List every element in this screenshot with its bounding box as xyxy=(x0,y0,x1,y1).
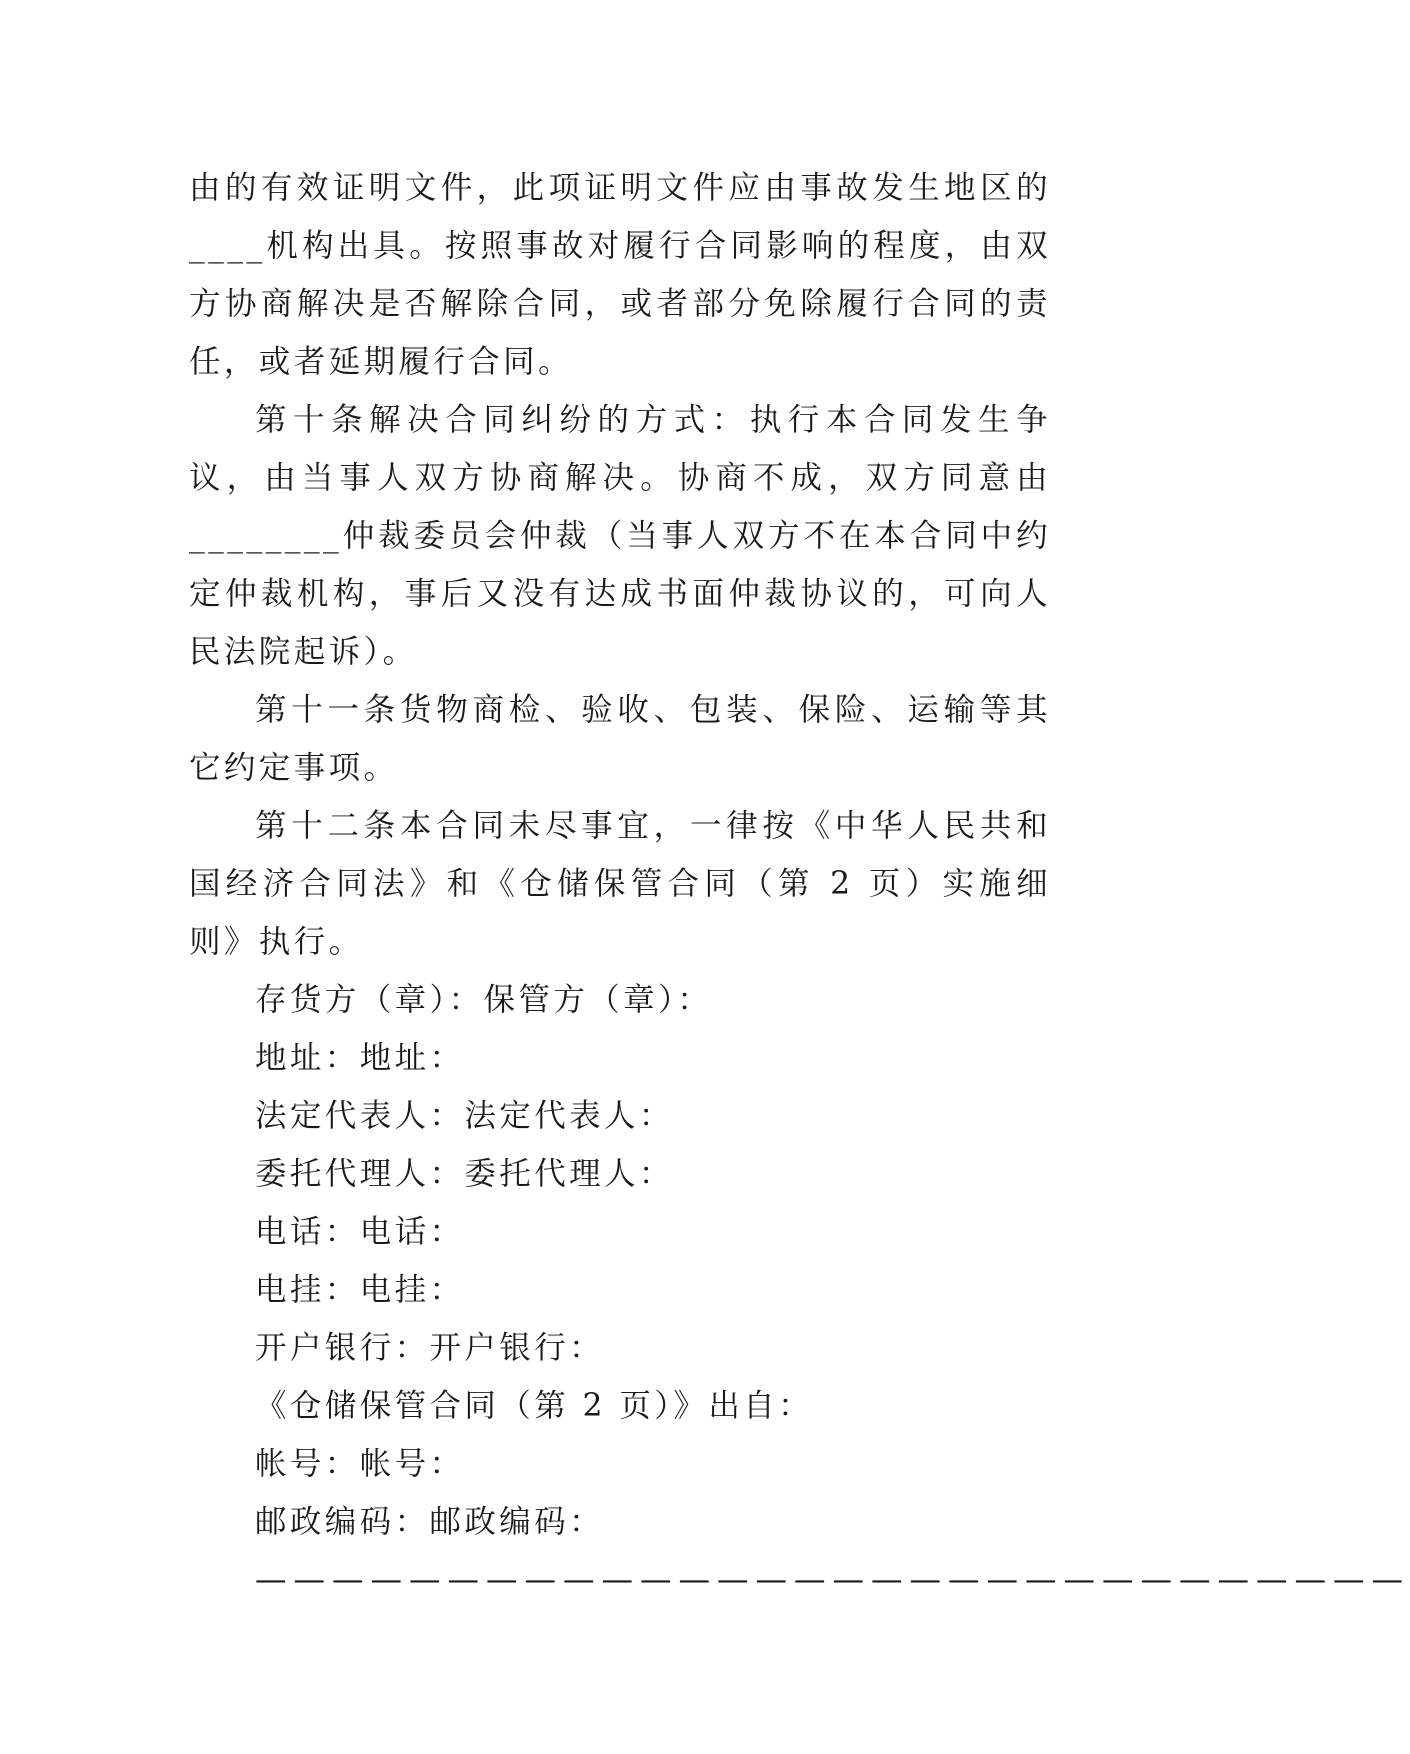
field-address: 地址：地址： xyxy=(255,1040,465,1076)
paragraph-force-majeure-tail: 由的有效证明文件，此项证明文件应由事故发生地区的____机构出具。按照事故对履行合同影响的程度，由双方协商解决是否解除合同，或者部分免除履行合同的责任，或者延期履行合同。 xyxy=(189,170,1051,380)
separator-line: —————————————————————————————— xyxy=(255,1562,1410,1598)
field-seal: 存货方（章）：保管方（章）： xyxy=(255,982,713,1018)
field-legal-representative: 法定代表人：法定代表人： xyxy=(255,1098,674,1134)
field-account: 帐号：帐号： xyxy=(255,1446,465,1482)
document-body xyxy=(189,159,1410,1609)
field-source: 《仓储保管合同（第 2 页）》出自： xyxy=(255,1388,814,1424)
field-telegraph: 电挂：电挂： xyxy=(255,1272,465,1308)
paragraph-article-11: 第十一条货物商检、验收、包装、保险、运输等其它约定事项。 xyxy=(189,692,1051,786)
field-postcode: 邮政编码：邮政编码： xyxy=(255,1504,605,1540)
field-bank: 开户银行：开户银行： xyxy=(255,1330,605,1366)
paragraph-article-12: 第十二条本合同未尽事宜，一律按《中华人民共和国经济合同法》和《仓储保管合同（第 2 页）实施细则》执行。 xyxy=(189,808,1051,960)
paragraph-article-10: 第十条解决合同纠纷的方式：执行本合同发生争议，由当事人双方协商解决。协商不成，双方同意由________仲裁委员会仲裁（当事人双方不在本合同中约定仲裁机构，事后又没有达成书面仲裁协议的，可向人民法院起诉）。 xyxy=(189,402,1051,670)
field-phone: 电话：电话： xyxy=(255,1214,465,1250)
field-agent: 委托代理人：委托代理人： xyxy=(255,1156,674,1192)
